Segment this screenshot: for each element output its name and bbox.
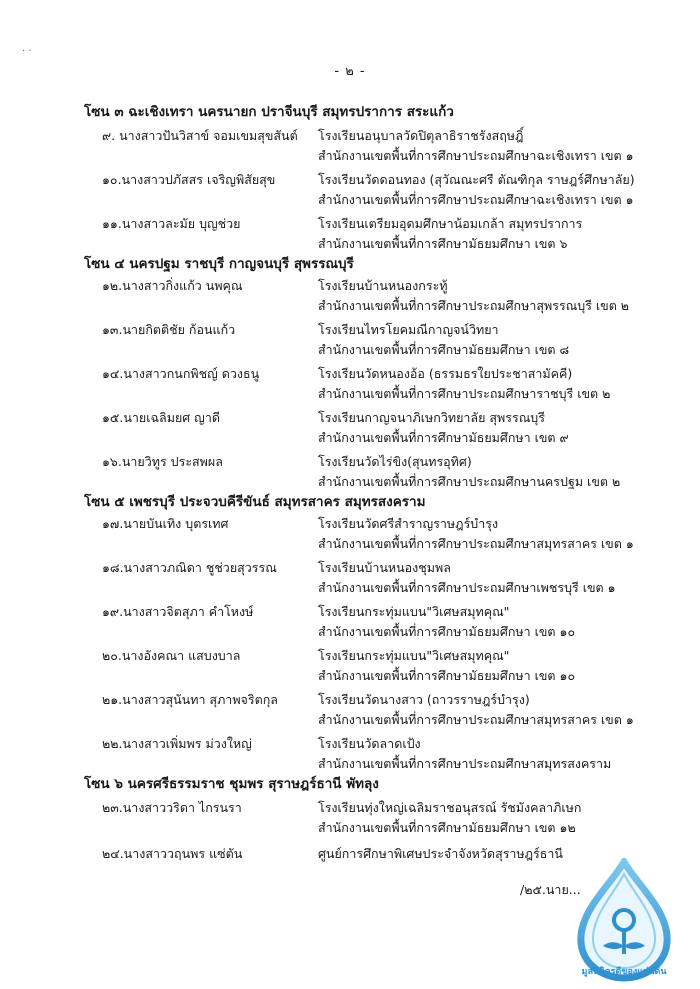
school-name: โรงเรียนทุ่งใหญ่เฉลิมราชอนุสรณ์ รัชมังคลาภิเษก xyxy=(318,800,582,815)
person-name: ๑๗.นายบันเทิง บุตรเทศ xyxy=(102,516,229,531)
person-name: ๒๑.นางสาวสุนันทา สุภาพจริตกุล xyxy=(102,692,278,707)
person-name: ๑๑.นางสาวละมัย บุญช่วย xyxy=(102,216,241,231)
office-name: สำนักงานเขตพื้นที่การศึกษาประถมศึกษาสมุทรสาคร เขต ๑ xyxy=(318,712,634,727)
office-name: สำนักงานเขตพื้นที่การศึกษามัธยมศึกษา เขต ๘ xyxy=(318,342,570,357)
person-name: ๒๔.นางสาววฤนพร แซ่ตัน xyxy=(102,846,243,861)
office-name: สำนักงานเขตพื้นที่การศึกษาประถมศึกษาฉะเชิงเทรา เขต ๑ xyxy=(318,148,634,163)
person-name: ๑๓.นายกิตติชัย ก้อนแก้ว xyxy=(102,322,236,337)
page-number: - ๒ - xyxy=(334,64,366,79)
school-name: โรงเรียนวัดไร่ขิง(สุนทรอุทิศ) xyxy=(318,454,472,469)
person-name: ๒๓.นางสาววริดา ไกรนรา xyxy=(102,800,242,815)
office-name: สำนักงานเขตพื้นที่การศึกษาประถมศึกษาเพชรบุรี เขต ๑ xyxy=(318,580,616,595)
school-name: โรงเรียนบ้านหนองกระทู้ xyxy=(318,278,448,293)
office-name: สำนักงานเขตพื้นที่การศึกษาประถมศึกษาสุพรรณบุรี เขต ๒ xyxy=(318,298,630,313)
office-name: สำนักงานเขตพื้นที่การศึกษามัธยมศึกษา เขต ๑๐ xyxy=(318,668,576,683)
office-name: สำนักงานเขตพื้นที่การศึกษาประถมศึกษาฉะเชิงเทรา เขต ๑ xyxy=(318,192,634,207)
logo-text: มูลนิธิครูดีของแผ่นดิน xyxy=(581,967,667,977)
school-name: โรงเรียนวัดลาดเป้ง xyxy=(318,736,421,751)
school-name: โรงเรียนวัดหนองอ้อ (ธรรมธรใยประชาสามัคคี) xyxy=(318,366,573,381)
continuation-marker: /๒๕.นาย... xyxy=(520,882,581,897)
school-name: โรงเรียนกระทุ่มแบน"วิเศษสมุทคุณ" xyxy=(318,604,510,619)
person-name: ๒๐.นางอังคณา แสบงบาล xyxy=(102,648,241,663)
zone-heading: โซน ๕ เพชรบุรี ประจวบคีรีขันธ์ สมุทรสาคร สมุทรสงคราม xyxy=(84,494,426,510)
school-name: โรงเรียนอนุบาลวัดปิตุลาธิราชรังสฤษฎิ์ xyxy=(318,128,524,143)
school-name: โรงเรียนไทรโยคมณีกาญจน์วิทยา xyxy=(318,322,499,337)
person-name: ๑๕.นายเฉลิมยศ ญาดี xyxy=(102,410,220,425)
corner-mark: · · xyxy=(22,46,32,57)
school-name: โรงเรียนวัดศรีสำราญราษฎร์บำรุง xyxy=(318,516,499,531)
person-name: ๒๒.นางสาวเพิ่มพร ม่วงใหญ่ xyxy=(102,736,252,751)
office-name: สำนักงานเขตพื้นที่การศึกษาประถมศึกษานครปฐม เขต ๒ xyxy=(318,474,621,489)
school-name: โรงเรียนกาญจนาภิเษกวิทยาลัย สุพรรณบุรี xyxy=(318,410,545,425)
school-name: โรงเรียนเตรียมอุดมศึกษาน้อมเกล้า สมุทรปราการ xyxy=(318,216,583,231)
person-name: ๑๒.นางสาวกิ่งแก้ว นพคุณ xyxy=(102,278,243,293)
person-name: ๙. นางสาวปันวิสาข์ จอมเขมสุขสันต์ xyxy=(102,128,298,143)
office-name: สำนักงานเขตพื้นที่การศึกษาประถมศึกษาราชบุรี เขต ๒ xyxy=(318,386,611,401)
person-name: ๑๖.นายวิทูร ประสพผล xyxy=(102,454,223,469)
office-name: สำนักงานเขตพื้นที่การศึกษามัธยมศึกษา เขต ๑๐ xyxy=(318,624,576,639)
office-name: สำนักงานเขตพื้นที่การศึกษาประถมศึกษาสมุทรสาคร เขต ๑ xyxy=(318,536,634,551)
drop-logo-icon xyxy=(565,858,683,982)
school-name: ศูนย์การศึกษาพิเศษประจำจังหวัดสุราษฎร์ธานี xyxy=(318,846,563,861)
zone-heading: โซน ๓ ฉะเชิงเทรา นครนายก ปราจีนบุรี สมุทรปราการ สระแก้ว xyxy=(84,104,454,120)
school-name: โรงเรียนบ้านหนองชุมพล xyxy=(318,560,451,575)
office-name: สำนักงานเขตพื้นที่การศึกษาประถมศึกษาสมุทรสงคราม xyxy=(318,756,612,771)
person-name: ๑๙.นางสาวจิตสุภา คำโหงษ์ xyxy=(102,604,254,619)
person-name: ๑๘.นางสาวภณิดา ชูช่วยสุวรรณ xyxy=(102,560,277,575)
person-name: ๑๔.นางสาวกนกพิชญ์ ดวงธนู xyxy=(102,366,260,381)
office-name: สำนักงานเขตพื้นที่การศึกษามัธยมศึกษา เขต ๖ xyxy=(318,236,568,251)
school-name: โรงเรียนวัดนางสาว (ถาวรราษฎร์บำรุง) xyxy=(318,692,530,707)
school-name: โรงเรียนวัดดอนทอง (สุวัณณะศรี ตัณฑิกุล ราษฎร์ศึกษาลัย) xyxy=(318,172,635,187)
person-name: ๑๐.นางสาวปภัสสร เจริญพิสัยสุข xyxy=(102,172,276,187)
zone-heading: โซน ๔ นครปฐม ราชบุรี กาญจนบุรี สุพรรณบุรี xyxy=(84,256,354,272)
office-name: สำนักงานเขตพื้นที่การศึกษามัธยมศึกษา เขต ๑๒ xyxy=(318,820,576,835)
zone-heading: โซน ๖ นครศรีธรรมราช ชุมพร สุราษฎร์ธานี พัทลุง xyxy=(84,776,379,792)
school-name: โรงเรียนกระทุ่มแบน"วิเศษสมุทคุณ" xyxy=(318,648,510,663)
office-name: สำนักงานเขตพื้นที่การศึกษามัธยมศึกษา เขต ๙ xyxy=(318,430,569,445)
